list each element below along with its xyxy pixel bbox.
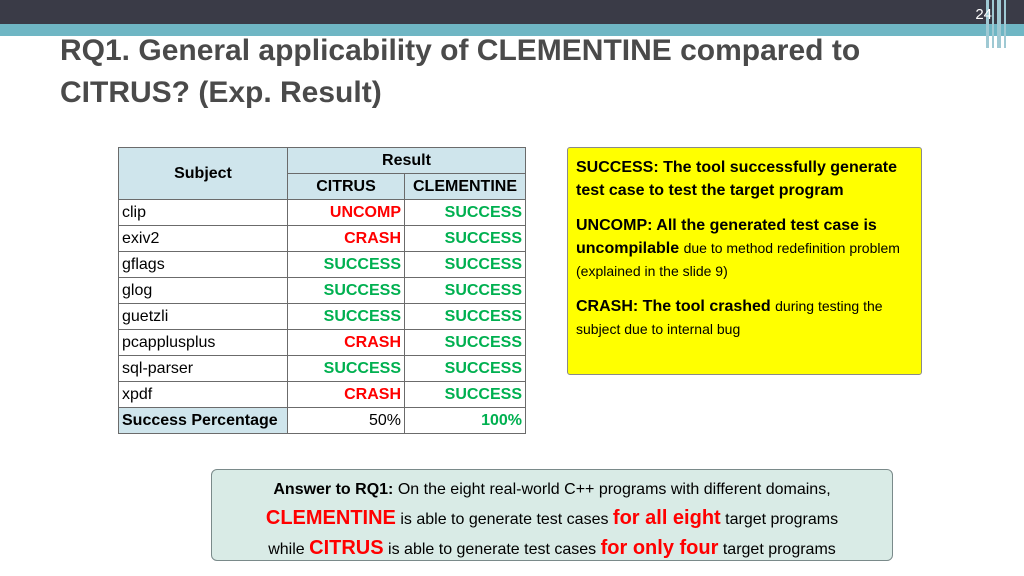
table-row: [119, 382, 526, 408]
citrus-cell: SUCCESS: [288, 278, 405, 304]
citrus-cell: CRASH: [288, 382, 405, 408]
answer-label: Answer to RQ1:: [273, 481, 394, 498]
total-citrus: 50%: [288, 408, 405, 434]
table-row: [119, 226, 526, 252]
only-four-highlight: for only four: [600, 537, 719, 559]
answer-box: [211, 469, 893, 561]
clementine-cell: SUCCESS: [405, 304, 526, 330]
table-row: [119, 278, 526, 304]
clementine-cell: SUCCESS: [405, 200, 526, 226]
table-row: [119, 356, 526, 382]
answer-line-2: CLEMENTINE is able to generate test cases for all eight target programs: [265, 507, 839, 529]
citrus-cell: CRASH: [288, 330, 405, 356]
legend-box: [567, 147, 922, 375]
table-row: [119, 252, 526, 278]
subject-cell: exiv2: [119, 226, 288, 252]
clementine-cell: SUCCESS: [405, 278, 526, 304]
legend-crash: CRASH: The tool crashed during testing the subject due to internal bug: [576, 298, 883, 337]
subject-cell: gflags: [119, 252, 288, 278]
subject-cell: sql-parser: [119, 356, 288, 382]
subject-cell: guetzli: [119, 304, 288, 330]
citrus-cell: SUCCESS: [288, 356, 405, 382]
answer-line-1: Answer to RQ1: On the eight real-world C++ programs with different domains,: [273, 481, 831, 498]
clementine-cell: SUCCESS: [405, 330, 526, 356]
results-table: [118, 147, 526, 434]
total-row: [119, 408, 526, 434]
citrus-cell: SUCCESS: [288, 252, 405, 278]
slide-title: RQ1. General applicability of CLEMENTINE compared to CITRUS? (Exp. Result): [60, 34, 861, 109]
table-row: [119, 304, 526, 330]
subject-cell: xpdf: [119, 382, 288, 408]
total-label: Success Percentage: [119, 408, 288, 434]
legend-success: SUCCESS: The tool successfully generate test case to test the target program: [576, 159, 897, 199]
citrus-cell: UNCOMP: [288, 200, 405, 226]
table-row: [119, 330, 526, 356]
citrus-cell: SUCCESS: [288, 304, 405, 330]
clementine-cell: SUCCESS: [405, 356, 526, 382]
table-row: [119, 200, 526, 226]
slide-header-bar: [0, 0, 1024, 24]
clementine-cell: SUCCESS: [405, 382, 526, 408]
total-clementine: 100%: [405, 408, 526, 434]
answer-line-3: while CITRUS is able to generate test cases for only four target programs: [268, 537, 836, 559]
subject-cell: glog: [119, 278, 288, 304]
citrus-highlight: CITRUS: [309, 537, 384, 559]
clementine-cell: SUCCESS: [405, 252, 526, 278]
subject-cell: pcapplusplus: [119, 330, 288, 356]
subject-cell: clip: [119, 200, 288, 226]
citrus-header: CITRUS: [288, 174, 405, 200]
clementine-highlight: CLEMENTINE: [265, 507, 396, 529]
clementine-cell: SUCCESS: [405, 226, 526, 252]
subject-header: Subject: [119, 148, 288, 200]
all-eight-highlight: for all eight: [612, 507, 721, 529]
legend-uncomp: UNCOMP: All the generated test case is uncompilable due to method redefinition problem (explained in the slide 9): [576, 217, 900, 279]
result-header: Result: [288, 148, 526, 174]
citrus-cell: CRASH: [288, 226, 405, 252]
page-number: 24: [975, 6, 992, 23]
clementine-header: CLEMENTINE: [405, 174, 526, 200]
